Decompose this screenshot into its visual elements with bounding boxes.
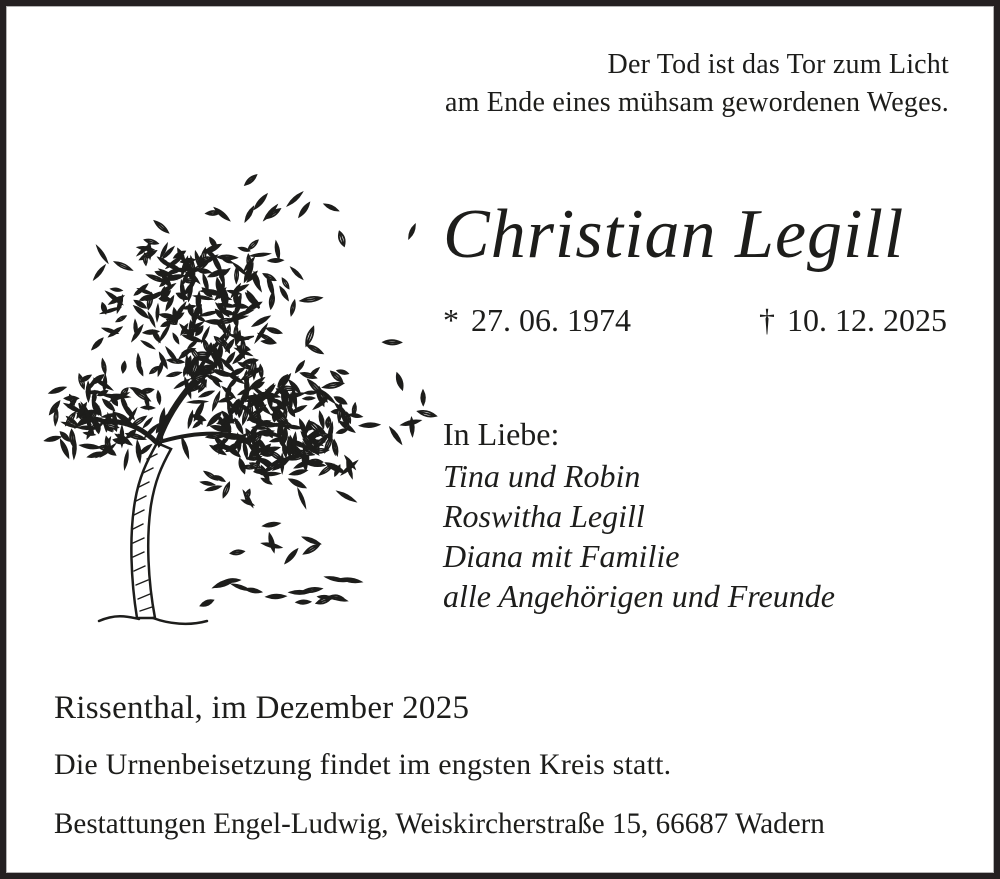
mourner-name: Diana mit Familie xyxy=(443,538,680,574)
birth-star-icon: * xyxy=(443,302,459,338)
windblown-tree-icon xyxy=(41,171,441,641)
birth-date xyxy=(443,302,631,338)
death-date xyxy=(759,302,947,339)
deceased-name: Christian Legill xyxy=(443,196,905,273)
life-dates xyxy=(443,302,947,339)
funeral-home-line: Bestattungen Engel-Ludwig, Weiskircherstraße 15, 66687 Wadern xyxy=(54,807,825,840)
birth-date-value: 27. 06. 1974 xyxy=(471,302,631,338)
mourners-block xyxy=(443,414,835,616)
mourner-name: Tina und Robin xyxy=(443,458,641,494)
death-date-value: 10. 12. 2025 xyxy=(787,302,947,338)
epitaph-quote-line1: Der Tod ist das Tor zum Licht xyxy=(607,49,949,80)
mourners-intro: In Liebe: xyxy=(443,416,560,452)
epitaph-quote-line2: am Ende eines mühsam gewordenen Weges. xyxy=(444,87,949,118)
mourner-name: Roswitha Legill xyxy=(443,498,645,534)
place-and-date-line: Rissenthal, im Dezember 2025 xyxy=(54,690,470,726)
mourner-name: alle Angehörigen und Freunde xyxy=(443,578,835,614)
ceremony-note: Die Urnenbeisetzung findet im engsten Kreis statt. xyxy=(54,748,672,781)
epitaph-quote xyxy=(445,46,949,122)
death-cross-icon: † xyxy=(759,302,775,338)
